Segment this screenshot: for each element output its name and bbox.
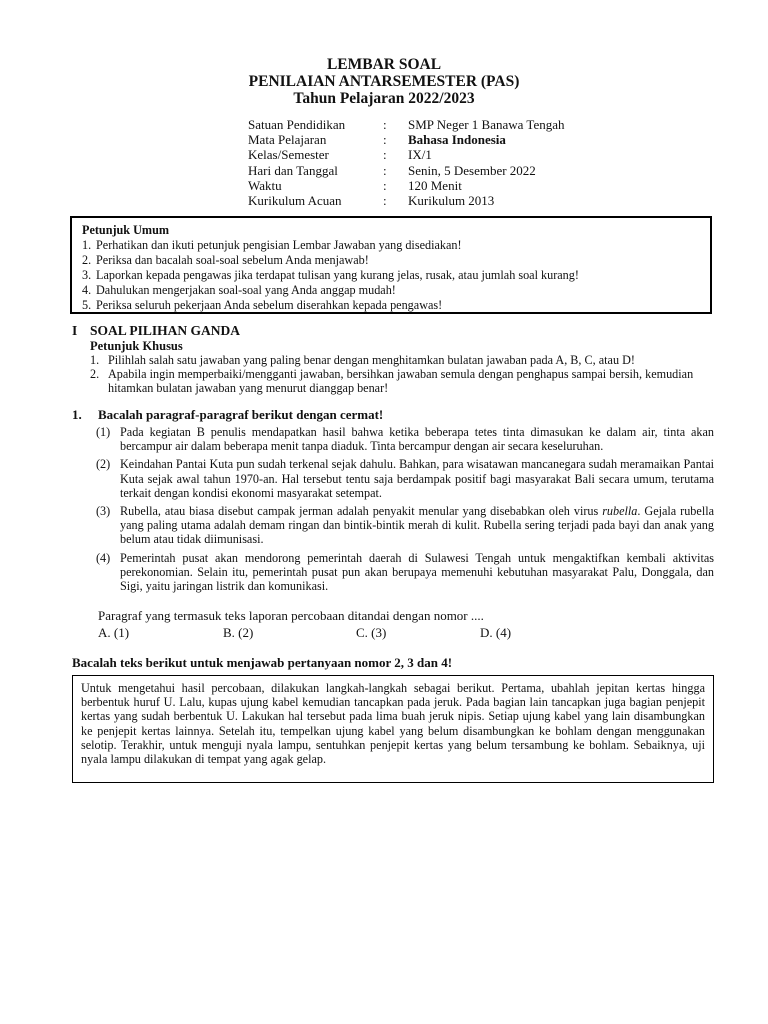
question-instruction: Bacalah paragraf-paragraf berikut dengan cermat!: [98, 407, 384, 422]
paragraph-item: [96, 504, 714, 547]
question-number: 1.: [72, 407, 82, 422]
info-value: Kurikulum 2013: [408, 193, 495, 209]
item-text: Laporkan kepada pengawas jika terdapat tulisan yang kurang jelas, rusak, atau jumlah soal kurang!: [96, 268, 579, 282]
item-text: Periksa dan bacalah soal-soal sebelum Anda menjawab!: [96, 253, 369, 267]
item-number: 1.: [90, 353, 100, 367]
paragraph-item: [96, 425, 714, 453]
paragraph-text: Keindahan Pantai Kuta pun sudah terkenal sejak dahulu. Bahkan, para wisatawan mancanegara sudah meramaikan Pantai Kuta sejak awal tahun 1970-an. Hal tersebut tentu saja berdampak positif bagi masyarakat Bali secara umum, terutama terkait dengan kondisi ekonomi masyarakat setempat.: [120, 457, 714, 500]
exam-info-table: [248, 117, 565, 208]
info-value: 120 Menit: [408, 177, 462, 193]
info-sep: :: [383, 117, 387, 132]
paragraph-text-italic: rubella: [602, 504, 638, 519]
paragraph-text-post: . Gejala rubella yang paling utama adalah demam ringan dan bintik-bintik merah di kulit. Rubella sering terjadi pada bayi dan anak yang belum atau tidak diimunisasi.: [120, 504, 714, 547]
info-row: [248, 163, 565, 178]
passage-box: [72, 675, 714, 783]
paragraph-item: [96, 551, 714, 594]
list-item: [82, 298, 702, 313]
paragraph-text: [120, 504, 714, 547]
item-text: Pilihlah salah satu jawaban yang paling benar dengan menghitamkan bulatan jawaban pada A, B, C, atau D!: [108, 353, 635, 367]
item-text: Dahulukan mengerjakan soal-soal yang Anda anggap mudah!: [96, 283, 396, 297]
option-c[interactable]: C. (3): [356, 625, 387, 640]
question-stem: Paragraf yang termasuk teks laporan percobaan ditandai dengan nomor ....: [98, 608, 484, 623]
list-item: [82, 253, 702, 268]
item-number: 2.: [82, 253, 92, 267]
paragraph-item: [96, 457, 714, 500]
general-instructions-title: Petunjuk Umum: [82, 223, 170, 237]
option-d[interactable]: D. (4): [480, 625, 512, 640]
info-label: Hari dan Tanggal: [248, 162, 338, 178]
item-number: 5.: [82, 298, 92, 312]
paragraph-text: Pemerintah pusat akan mendorong pemerintah daerah di Sulawesi Tengah untuk mengaktifkan kembali aktivitas perekonomian. Selain itu, pemerintah pusat pun akan berupaya memenuhi kebutuhan masyarakat Palu, Donggala, dan Sigi, yaitu jaringan listrik dan komunikasi.: [120, 550, 714, 594]
info-label: Mata Pelajaran: [248, 132, 327, 148]
section-number: I: [72, 323, 78, 338]
info-value: IX/1: [408, 147, 432, 163]
special-instructions-title: Petunjuk Khusus: [90, 339, 183, 353]
info-row: [248, 147, 565, 162]
info-row: [248, 193, 565, 208]
info-value: Bahasa Indonesia: [408, 132, 506, 148]
info-value: Senin, 5 Desember 2022: [408, 162, 536, 178]
item-text: Perhatikan dan ikuti petunjuk pengisian Lembar Jawaban yang disediakan!: [96, 238, 462, 252]
paragraph-number: (3): [96, 504, 111, 519]
doc-subtitle: PENILAIAN ANTARSEMESTER (PAS): [248, 73, 520, 90]
question-1-heading: [72, 407, 383, 423]
info-sep: :: [383, 147, 387, 163]
info-label: Kurikulum Acuan: [248, 193, 342, 209]
item-number: 3.: [82, 268, 92, 282]
list-item: [82, 268, 702, 283]
question-1-paragraphs: [96, 425, 714, 597]
info-row: [248, 117, 565, 132]
section-heading: [72, 323, 240, 339]
info-label: Satuan Pendidikan: [248, 117, 346, 132]
list-item: [90, 367, 716, 395]
list-item: [90, 353, 716, 367]
paragraph-text-pre: Rubella, atau biasa disebut campak jerman adalah penyakit menular yang disebabkan oleh virus: [120, 504, 603, 519]
doc-title: LEMBAR SOAL: [326, 56, 442, 73]
info-value: SMP Neger 1 Banawa Tengah: [408, 117, 565, 132]
info-label: Kelas/Semester: [248, 147, 329, 163]
passage-text: Untuk mengetahui hasil percobaan, dilakukan langkah-langkah sebagai berikut. Pertama, ubahlah jepitan kertas hingga berbentuk huruf U. Lalu, kupas ujung kabel kemudian tancapkan pada jeruk. Pada bagian lain tancapkan juga bagian penjepit kertas yang sudah berbentuk U. Lakukan hal tersebut pada lima buah jeruk nipis. Setiap ujung kabel yang lain disambungkan ke penjepit kertas lainnya. Setelah itu, tempelkan ujung kabel yang belum disambungkan ke bohlam dengan menggunakan selotip. Terakhir, untuk menguji nyala lampu, sentuhkan penjepit kertas yang belum tersambung ke bohlam. Sebaiknya, uji nyala lampu dilakukan di tempat yang agak gelap.: [81, 681, 705, 767]
option-a[interactable]: A. (1): [98, 625, 130, 640]
paragraph-number: (2): [96, 457, 111, 472]
passage-instruction: Bacalah teks berikut untuk menjawab pertanyaan nomor 2, 3 dan 4!: [72, 655, 453, 670]
info-sep: :: [383, 193, 387, 209]
info-row: [248, 132, 565, 147]
info-row: [248, 178, 565, 193]
list-item: [82, 283, 702, 298]
section-title: SOAL PILIHAN GANDA: [90, 323, 241, 338]
list-item: [82, 238, 702, 253]
item-text: Apabila ingin memperbaiki/mengganti jawaban, bersihkan jawaban semula dengan penghapus sampai bersih, kemudian hitamkan bulatan jawaban yang menurut dianggap benar!: [108, 367, 694, 395]
item-number: 1.: [82, 238, 92, 252]
item-number: 4.: [82, 283, 92, 297]
general-instructions-box: [70, 216, 712, 314]
doc-year: Tahun Pelajaran 2022/2023: [293, 90, 475, 107]
paragraph-number: (1): [96, 425, 111, 439]
info-sep: :: [383, 177, 387, 193]
item-number: 2.: [90, 367, 100, 381]
option-b[interactable]: B. (2): [223, 625, 254, 640]
paragraph-text: Pada kegiatan B penulis mendapatkan hasil bahwa ketika beberapa tetes tinta dimasukan ke dalam air, tinta akan bercampur air dalam beberapa menit tanpa diaduk. Tinta bercampur dengan air secara keseluruhan.: [120, 425, 714, 454]
info-sep: :: [383, 162, 387, 178]
item-text: Periksa seluruh pekerjaan Anda sebelum diserahkan kepada pengawas!: [96, 298, 443, 312]
paragraph-number: (4): [96, 550, 111, 565]
info-sep: :: [383, 132, 387, 148]
special-instructions-list: [90, 353, 716, 395]
info-label: Waktu: [248, 177, 282, 193]
